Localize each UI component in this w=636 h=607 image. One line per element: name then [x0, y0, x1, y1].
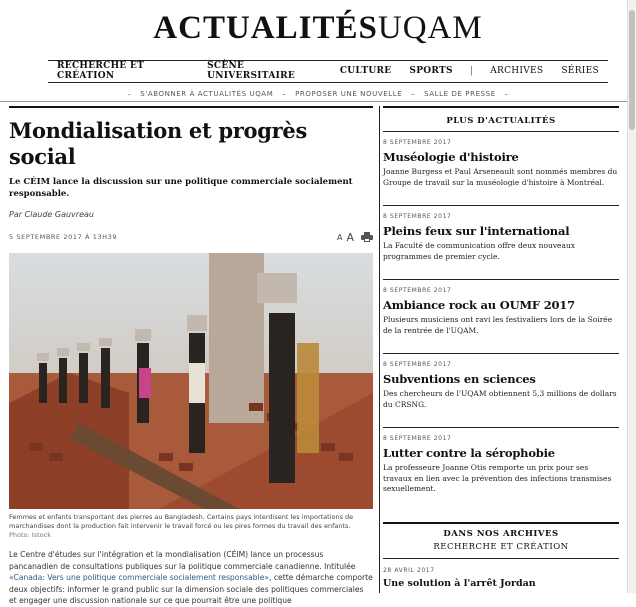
news-item[interactable] [383, 354, 619, 428]
article-lede: Le CÉIM lance la discussion sur une politique commerciale socialement responsable. [9, 177, 353, 199]
news-item[interactable] [383, 206, 619, 280]
subnav-rule [0, 101, 627, 102]
news-title[interactable]: Pleins feux sur l'international [383, 224, 570, 238]
news-summary: La Faculté de communication offre deux nouveaux programmes de premier cycle. [383, 241, 576, 261]
nav-separator: | [469, 66, 474, 76]
article-byline: Par Claude Gauvreau [9, 210, 94, 219]
consultation-link[interactable]: «Canada: Vers une politique commerciale socialement responsable» [9, 573, 270, 582]
news-date: 8 SEPTEMBRE 2017 [383, 213, 452, 220]
font-size-large-button[interactable]: A [346, 230, 354, 244]
archive-date: 28 AVRIL 2017 [383, 567, 435, 574]
nav-recherche[interactable]: RECHERCHE ET CRÉATION [57, 61, 145, 81]
article [9, 106, 373, 607]
main-navigation [48, 62, 608, 80]
news-summary: La professeure Joanne Otis remporte un prix pour ses travaux en lien avec la prévention des infections transmises sexuellement. [383, 463, 612, 493]
article-tools [337, 231, 373, 244]
nav-sports[interactable]: SPORTS [409, 66, 453, 76]
article-top-rule [9, 106, 373, 108]
nav-archives[interactable]: ARCHIVES [490, 66, 544, 76]
nav-culture[interactable]: CULTURE [339, 66, 392, 76]
news-title[interactable]: Ambiance rock au OUMF 2017 [383, 298, 575, 312]
page-scrollbar[interactable] [627, 0, 636, 593]
logo-uqam: UQAM [377, 10, 483, 46]
article-date: 5 SEPTEMBRE 2017 À 13H39 [9, 233, 118, 241]
column-divider [379, 106, 380, 593]
archive-item[interactable] [383, 559, 619, 589]
font-size-small-button[interactable]: A [336, 232, 343, 242]
news-item[interactable] [383, 132, 619, 206]
news-title[interactable]: Lutter contre la sérophobie [383, 446, 555, 460]
news-date: 8 SEPTEMBRE 2017 [383, 139, 452, 146]
nav-bottom-rule [48, 82, 608, 83]
archive-title[interactable]: Une solution à l'arrêt Jordan [383, 578, 536, 589]
news-summary: Des chercheurs de l'UQAM obtiennent 5,3 millions de dollars du CRSNG. [383, 389, 617, 409]
sidebar [383, 106, 619, 589]
archives-title: DANS NOS ARCHIVES [443, 529, 559, 539]
news-item[interactable] [383, 428, 619, 502]
photo-caption: Femmes et enfants transportant des pierres au Bangladesh. Certains pays interdisent les importations de marchandises dont la production fait intervenir le travail forcé ou les pires formes du travail des enfants. [9, 513, 354, 530]
sub-navigation: – S'ABONNER À ACTUALITÉS UQAM – PROPOSER UNE NOUVELLE – SALLE DE PRESSE – [127, 90, 509, 98]
nav-series[interactable]: SÉRIES [561, 66, 599, 76]
news-title[interactable]: Muséologie d'histoire [383, 150, 519, 164]
scrollbar-thumb[interactable] [629, 10, 635, 130]
subnav-propose[interactable]: PROPOSER UNE NOUVELLE [295, 90, 403, 98]
logo-actualites: ACTUALITÉS [153, 10, 378, 46]
sidebar-title: PLUS D'ACTUALITÉS [383, 106, 619, 132]
photo-credit: Photo: Istock [9, 531, 51, 539]
article-body: Le Centre d'études sur l'intégration et la mondialisation (CÉIM) lance un processus pancanadien de consultations publiques sur la politique commerciale canadienne. Intitulée «Canada: Vers une politique commerciale socialement responsable», cette démarche comporte deux objectifs: informer le grand public sur la dimension sociale des politiques commerciales et engager une discussion nationale sur ce que pourrait être une politique [9, 550, 373, 605]
print-icon[interactable] [361, 232, 373, 242]
news-item[interactable] [383, 280, 619, 354]
news-date: 8 SEPTEMBRE 2017 [383, 435, 452, 442]
archives-subtitle[interactable]: RECHERCHE ET CRÉATION [383, 542, 619, 559]
nav-scene[interactable]: SCÈNE UNIVERSITAIRE [207, 61, 296, 81]
news-date: 8 SEPTEMBRE 2017 [383, 287, 452, 294]
site-logo[interactable] [0, 10, 636, 47]
news-summary: Plusieurs musiciens ont ravi les festivaliers lors de la Soirée de la rentrée de l'UQAM. [383, 315, 613, 335]
archives-section [383, 522, 619, 589]
article-meta [9, 231, 373, 243]
subnav-press[interactable]: SALLE DE PRESSE [424, 90, 496, 98]
subnav-subscribe[interactable]: S'ABONNER À ACTUALITÉS UQAM [140, 90, 274, 98]
brick-workers-illustration [9, 253, 373, 509]
news-title[interactable]: Subventions en sciences [383, 372, 536, 386]
article-headline: Mondialisation et progrès social [9, 118, 307, 169]
news-summary: Joanne Burgess et Paul Arseneault sont nommés membres du Groupe de travail sur la muséologie d'histoire à Montréal. [383, 167, 618, 187]
news-date: 8 SEPTEMBRE 2017 [383, 361, 452, 368]
article-photo [9, 253, 373, 509]
